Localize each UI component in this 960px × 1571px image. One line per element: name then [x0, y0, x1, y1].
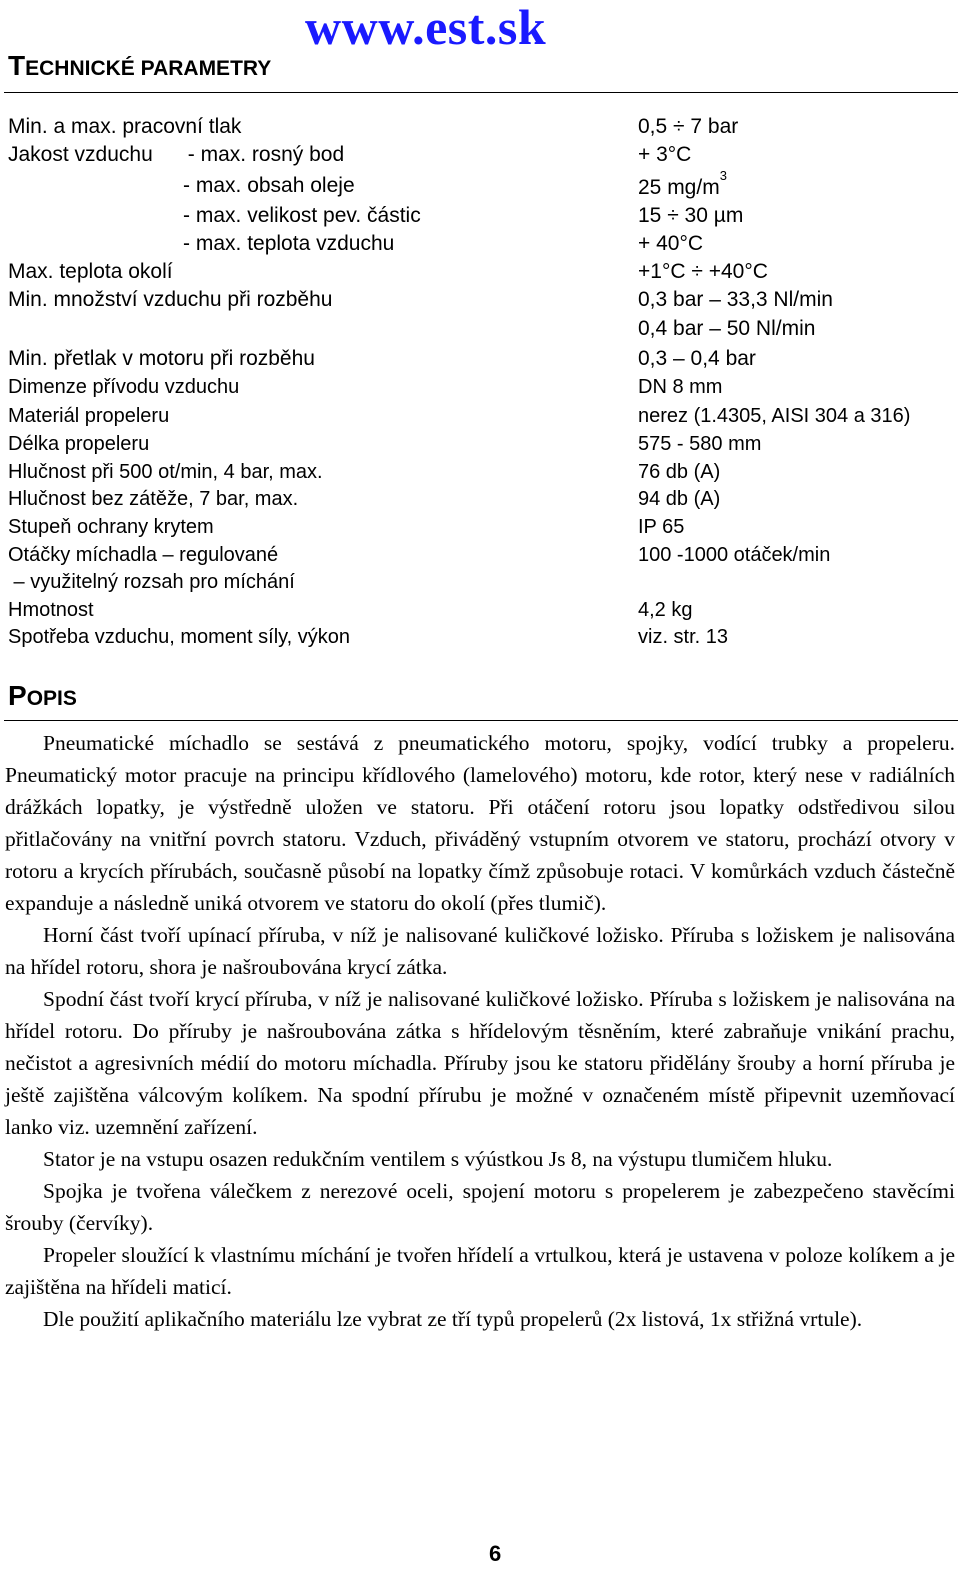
param-value: 575 - 580 mm: [638, 433, 762, 455]
param-row: [8, 488, 958, 516]
param-row: [8, 115, 958, 143]
param-row: [8, 204, 958, 232]
param-value: 0,3 bar – 33,3 Nl/min: [638, 288, 833, 311]
param-row: [8, 347, 958, 375]
param-label: - max. obsah oleje: [8, 174, 355, 197]
param-value: 4,2 kg: [638, 599, 693, 621]
param-label: - max. teplota vzduchu: [8, 232, 395, 255]
param-label: Délka propeleru: [8, 433, 150, 455]
param-row: [8, 376, 958, 404]
param-row: [8, 260, 958, 288]
description-paragraph: Dle použití aplikačního materiálu lze vybrat ze tří typů propelerů (2x listová, 1x střižná vrtule).: [43, 1307, 863, 1331]
param-label: Hmotnost: [8, 599, 94, 621]
param-row: [8, 168, 958, 202]
param-row: [8, 433, 958, 461]
param-row: [8, 288, 958, 316]
description-paragraph: Stator je na vstupu osazen redukčním ventilem s výústkou Js 8, na výstupu tlumičem hluku.: [43, 1147, 833, 1171]
param-value: IP 65: [638, 516, 685, 538]
param-row: [8, 544, 958, 572]
param-value: nerez (1.4305, AISI 304 a 316): [638, 405, 911, 427]
section-rule: [4, 92, 958, 93]
description-text: [5, 727, 955, 1335]
description-paragraph: Spodní část tvoří krycí příruba, v níž je nalisované kuličkové ložisko. Příruba s ložiskem je nalisována na hřídel rotoru. Do příruby je našroubována zátka s hřídelovým těsněním, které zabraňuje vnikání prachu, nečistot a agresivních médií do motoru míchadla. Příruby jsou ke statoru přidělány šrouby a horní příruba je ještě zajištěna válcovým kolíkem. Na spodní přírubu je možné v označeném místě připevnit uzemňovací lanko viz. uzemnění zařízení.: [5, 987, 955, 1139]
description-paragraph: Spojka je tvořena válečkem z nerezové oceli, spojení motoru s propelerem je zabezpečeno stavěcími šrouby (červíky).: [5, 1179, 955, 1235]
watermark-url: www.est.sk: [305, 0, 547, 55]
param-value: 0,5 ÷ 7 bar: [638, 115, 739, 138]
param-label: Stupeň ochrany krytem: [8, 516, 214, 538]
param-value: + 40°C: [638, 232, 704, 255]
param-value: 100 -1000 otáček/min: [638, 544, 831, 566]
param-value: +1°C ÷ +40°C: [638, 260, 768, 283]
param-row: [8, 317, 958, 345]
param-row: [8, 626, 958, 654]
param-label: Materiál propeleru: [8, 405, 170, 427]
param-value: 0,4 bar – 50 Nl/min: [638, 317, 816, 340]
param-value: 94 db (A): [638, 488, 721, 510]
param-label: Min. množství vzduchu při rozběhu: [8, 288, 333, 311]
param-label: Max. teplota okolí: [8, 260, 173, 283]
param-row: [8, 461, 958, 489]
param-label: Min. přetlak v motoru při rozběhu: [8, 347, 315, 370]
param-row: [8, 232, 958, 260]
param-value: DN 8 mm: [638, 376, 723, 398]
section-title-technical-parameters: TECHNICKÉ PARAMETRY: [8, 50, 272, 81]
description-paragraph: Pneumatické míchadlo se sestává z pneumatického motoru, spojky, vodící trubky a propeleru. Pneumatický motor pracuje na principu křídlového (lamelového) motoru, kde rotor, který nese v radiálních drážkách lopatky, je výstředně uložen ve statoru. Při otáčení rotoru jsou lopatky odstředivou silou přitlačovány na vnitřní povrch statoru. Vzduch, přiváděný vstupním otvorem ve statoru, prochází otvory v rotoru a krycích přírubách, současně působí na lopatky čímž způsobuje rotaci. V komůrkách vzduch částečně expanduje a následně uniká otvorem ve statoru do okolí (přes tlumič).: [5, 731, 955, 915]
param-label: Hlučnost při 500 ot/min, 4 bar, max.: [8, 461, 323, 483]
param-value: + 3°C: [638, 143, 692, 166]
param-value-superscript: 3: [719, 168, 727, 183]
param-label: Jakost vzduchu - max. rosný bod: [8, 143, 345, 166]
param-value: 25 $mg/m^3$: [638, 168, 727, 199]
description-paragraph: Propeler sloužící k vlastnímu míchání je tvořen hřídelí a vrtulkou, která je ustavena v poloze kolíkem a je zajištěna na hřídeli maticí.: [5, 1243, 955, 1299]
param-row: [8, 571, 958, 599]
description-paragraph: Horní část tvoří upínací příruba, v níž je nalisované kuličkové ložisko. Příruba s ložiskem je nalisována na hřídel rotoru, shora je našroubována krycí zátka.: [5, 923, 955, 979]
section-title-description: POPIS: [8, 680, 77, 711]
param-value: 0,3 – 0,4 bar: [638, 347, 756, 370]
param-row: [8, 405, 958, 433]
param-label: Hlučnost bez zátěže, 7 bar, max.: [8, 488, 299, 510]
param-row: [8, 516, 958, 544]
param-label: Dimenze přívodu vzduchu: [8, 376, 240, 398]
param-label: Otáčky míchadla – regulované: [8, 544, 279, 566]
param-label: Spotřeba vzduchu, moment síly, výkon: [8, 626, 351, 648]
param-value: 76 db (A): [638, 461, 721, 483]
param-label: – využitelný rozsah pro míchání: [8, 571, 295, 593]
param-label: - max. velikost pev. částic: [8, 204, 421, 227]
section-rule: [4, 720, 958, 721]
param-label: Min. a max. pracovní tlak: [8, 115, 242, 138]
param-value: viz. str. 13: [638, 626, 729, 648]
page-number: 6: [489, 1541, 502, 1566]
param-value: 15 ÷ 30 µm: [638, 204, 744, 227]
param-row: [8, 599, 958, 627]
param-row: [8, 143, 958, 171]
